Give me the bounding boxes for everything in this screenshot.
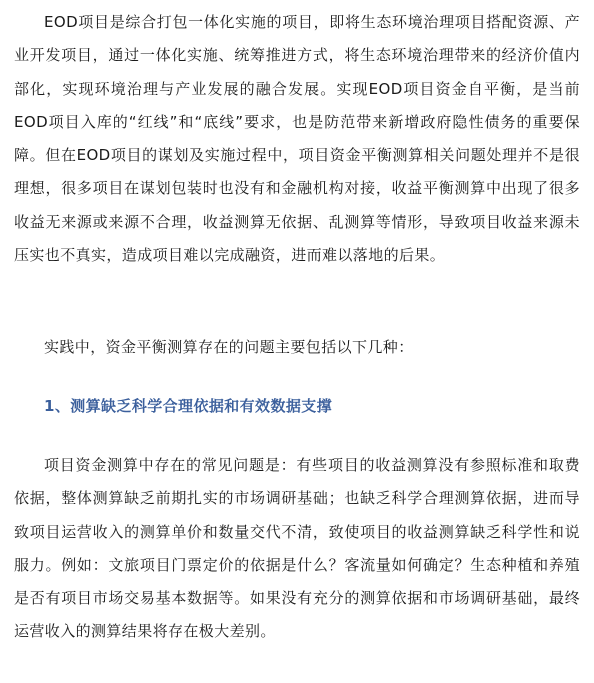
article-paragraph-intro: EOD项目是综合打包一体化实施的项目，即将生态环境治理项目搭配资源、产业开发项目，通过一体化实施、统筹推进方式，将生态环境治理带来的经济价值内部化，实现环境治理与产业发展的融合发展。实现EOD项目资金自平衡，是当前EOD项目入库的“红线”和“底线”要求，也是防范带来新增政府隐性债务的重要保障。但在EOD项目的谋划及实施过程中，项目资金平衡测算相关问题处理并不是很理想，很多项目在谋划包装时也没有和金融机构对接，收益平衡测算中出现了很多收益无来源或来源不合理，收益测算无依据、乱测算等情形，导致项目收益来源未压实也不真实，造成项目难以完成融资，进而难以落地的后果。 [14,13,580,265]
article-paragraph-problems-lead: 实践中，资金平衡测算存在的问题主要包括以下几种： [44,338,414,356]
article-paragraph-section-1: 项目资金测算中存在的常见问题是：有些项目的收益测算没有参照标准和取费依据，整体测算缺乏前期扎实的市场调研基础；也缺乏科学合理测算依据，进而导致项目运营收入的测算单价和数量交代不清，致使项目的收益测算缺乏科学性和说服力。例如：文旅项目门票定价的依据是什么？客流量如何确定？生态种植和养殖是否有项目市场交易基本数据等。如果没有充分的测算依据和市场调研基础，最终运营收入的测算结果将存在极大差别。 [14,456,580,641]
section-heading-1: 1、测算缺乏科学合理依据和有效数据支撑 [44,397,333,415]
